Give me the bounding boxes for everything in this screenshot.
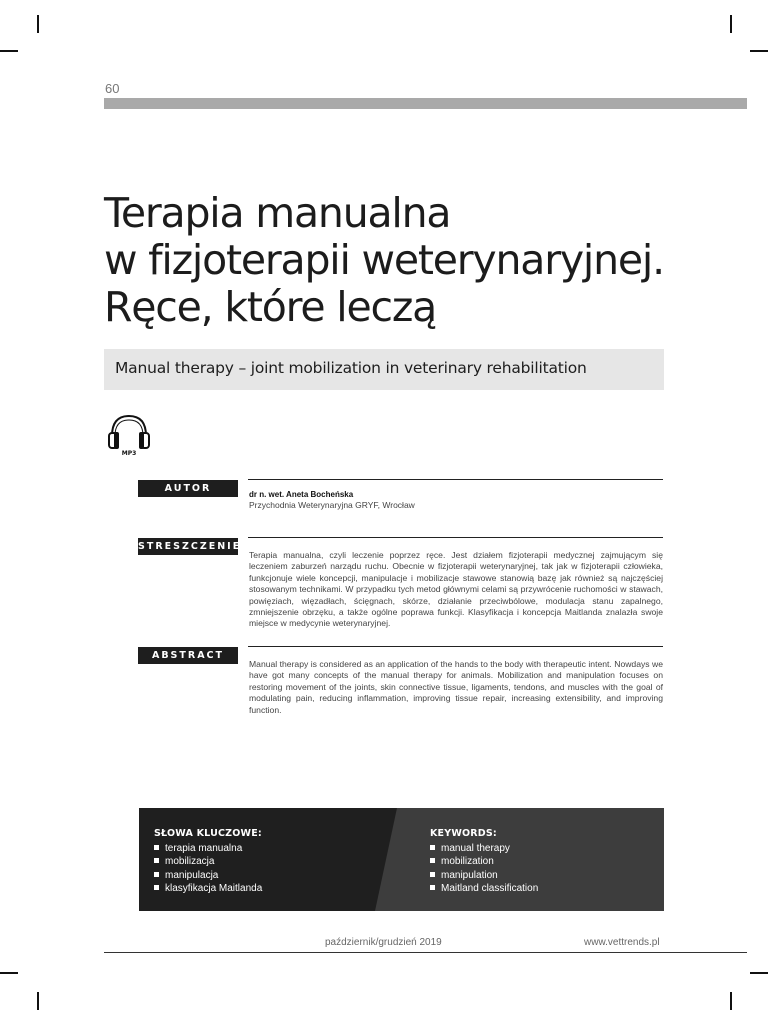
- keyword-item: klasyfikacja Maitlanda: [154, 882, 262, 895]
- crop-mark: [37, 15, 39, 33]
- crop-mark: [750, 50, 768, 52]
- header-bar: [104, 98, 747, 109]
- mp3-label: MP3: [121, 450, 137, 456]
- keywords-en: [430, 828, 538, 895]
- title-line: Ręce, które leczą: [104, 283, 437, 331]
- keywords-pl-title: SŁOWA KLUCZOWE:: [154, 828, 262, 839]
- crop-mark: [0, 972, 18, 974]
- page-number: 60: [105, 81, 120, 96]
- headphones-icon[interactable]: [106, 408, 152, 456]
- crop-mark: [37, 992, 39, 1010]
- footer-date: październik/grudzień 2019: [325, 937, 442, 948]
- title-line: Terapia manualna: [104, 189, 451, 237]
- keywords-pl-list: [154, 842, 262, 895]
- keyword-item: Maitland classification: [430, 882, 538, 895]
- keyword-item: manual therapy: [430, 842, 538, 855]
- author-affiliation: Przychodnia Weterynaryjna GRYF, Wrocław: [249, 500, 415, 510]
- summary-rule: [248, 537, 663, 538]
- summary-label: STRESZCZENIE: [138, 538, 238, 555]
- author-rule: [248, 479, 663, 480]
- author-label: AUTOR: [138, 480, 238, 497]
- keyword-item: manipulacja: [154, 869, 262, 882]
- abstract-text: Manual therapy is considered as an application of the hands to the body with therapeutic intent. Nowdays we have got many concepts of the manual therapy for animals. Mobilization and manipulation focuses on restoring movement of the joints, skin connective tissue, ligaments, tendons, and muscles with the goal of modulating pain, reducing inflammation, improving tissue repair, increasing extensibility, and improving function.: [249, 659, 663, 715]
- author-name: dr n. wet. Aneta Bocheńska: [249, 490, 354, 499]
- keywords-en-list: [430, 842, 538, 895]
- keyword-item: mobilizacja: [154, 855, 262, 868]
- article-title: [104, 190, 724, 331]
- keywords-en-title: KEYWORDS:: [430, 828, 497, 839]
- crop-mark: [730, 992, 732, 1010]
- abstract-rule: [248, 646, 663, 647]
- subtitle-box: [104, 349, 664, 390]
- keywords-pl: [154, 828, 262, 895]
- keyword-item: terapia manualna: [154, 842, 262, 855]
- summary-text: Terapia manualna, czyli leczenie poprzez ręce. Jest działem fizjoterapii medycznej zajmującym się leczeniem zaburzeń narządu ruchu. Obecnie w fizjoterapii weterynaryjnej, tak jak w fizjoterapii człowieka, funkcjonuje wiele koncepcji, manipulacje i mobilizacje stawowe stanowią bazę jak również są najczęściej stosowanym technikami. W przypadku tych metod głównymi celami są przywrócenie ruchomości w stawach, powięziach, więzadłach, ścięgnach, skórze, działanie przeciwbólowe, modulacja stanu zapalnego, zmniejszenie obrzęku, a także ogólne poprawa funkcji. Klasyfikacja i koncepcja Maitlanda znalazła swoje miejsce w medycynie weterynaryjnej.: [249, 550, 663, 629]
- crop-mark: [750, 972, 768, 974]
- crop-mark: [730, 15, 732, 33]
- footer-url[interactable]: www.vettrends.pl: [584, 937, 660, 948]
- abstract-label: ABSTRACT: [138, 647, 238, 664]
- keywords-panel: [139, 808, 664, 911]
- footer-rule: [104, 952, 747, 953]
- keyword-item: manipulation: [430, 869, 538, 882]
- keyword-item: mobilization: [430, 855, 538, 868]
- crop-mark: [0, 50, 18, 52]
- article-subtitle: Manual therapy – joint mobilization in veterinary rehabilitation: [115, 359, 587, 377]
- title-line: w fizjoterapii weterynaryjnej.: [104, 236, 664, 284]
